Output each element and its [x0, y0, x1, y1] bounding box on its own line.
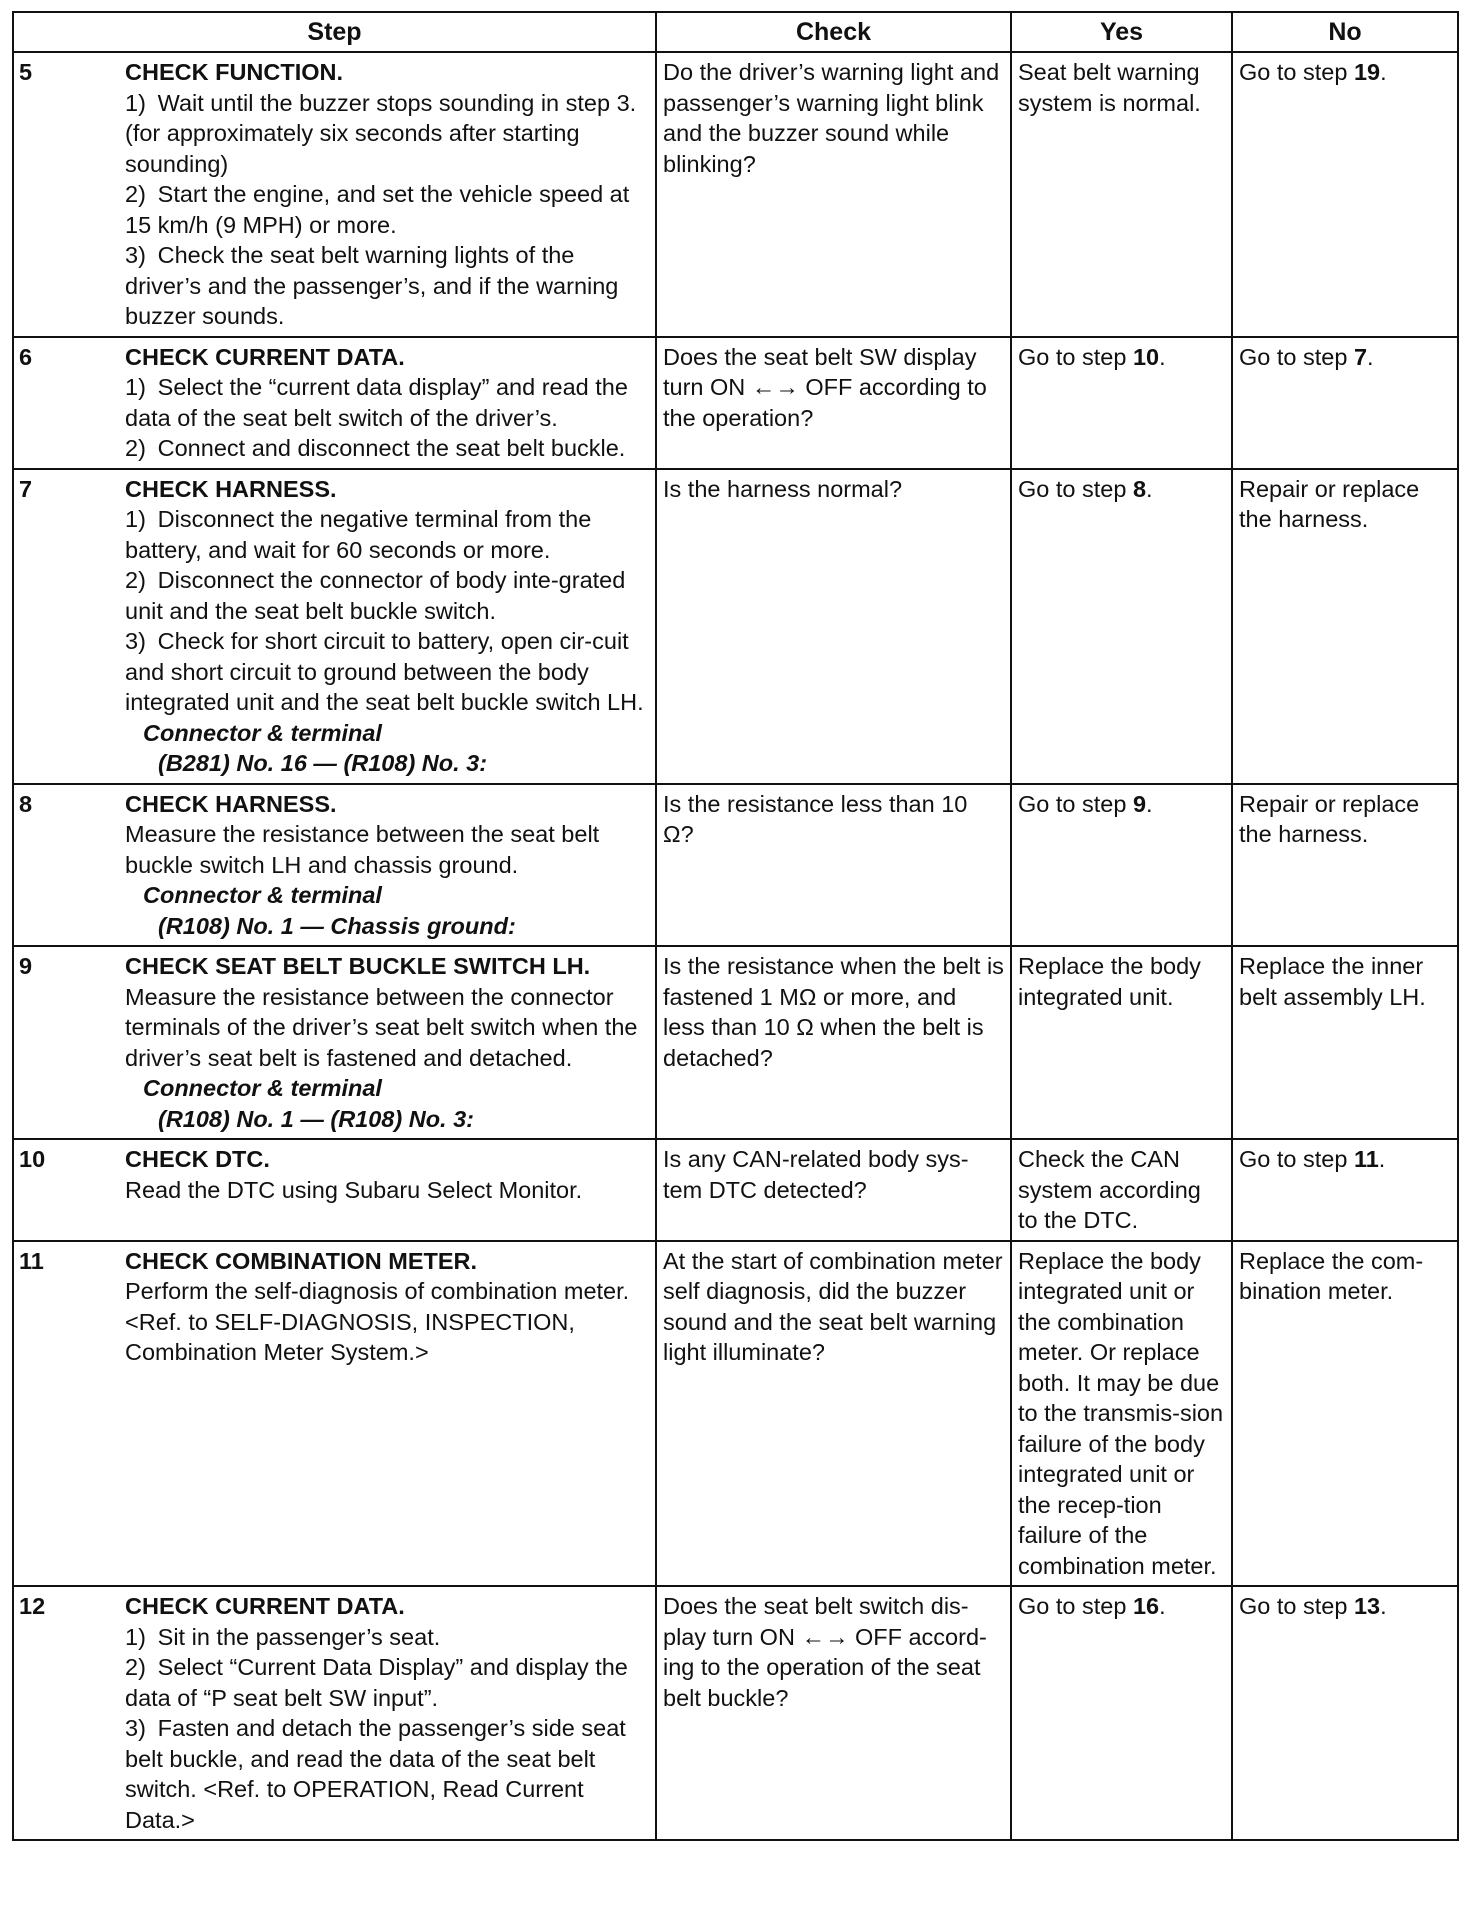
yes-suffix: .: [1159, 1593, 1166, 1619]
step-instruction: 3) Check the seat belt warning lights of the driver’s and the passenger’s, and if the warning buzzer sounds.: [125, 242, 619, 329]
no-text: Go to step: [1239, 59, 1354, 85]
step-instruction: Perform the self-diagnosis of combination meter. <Ref. to SELF-DIAGNOSIS, INSPECTION, Combination Meter System.>: [125, 1278, 630, 1365]
yes-text: Go to step: [1018, 343, 1133, 370]
yes-cell: [1011, 1586, 1232, 1840]
header-check: Check: [656, 12, 1011, 52]
no-text: Repair or replace the harness.: [1239, 475, 1420, 532]
step-description: [125, 784, 656, 947]
no-cell: [1232, 1241, 1458, 1587]
step-description: [125, 337, 656, 469]
yes-text: Go to step: [1018, 790, 1133, 817]
step-number: 7: [13, 469, 125, 784]
no-suffix: .: [1378, 1146, 1386, 1172]
step-instruction: 1) Disconnect the negative terminal from the battery, and wait for 60 seconds or more.: [125, 506, 592, 563]
step-instruction: 1) Sit in the passenger’s seat.: [125, 1623, 441, 1650]
step-instruction: 3) Fasten and detach the passenger’s side seat belt buckle, and read the data of the seat belt switch. <Ref. to OPERATION, Read Current Data.>: [125, 1715, 626, 1833]
no-suffix: .: [1367, 343, 1374, 370]
step-number: 6: [13, 337, 125, 469]
yes-suffix: .: [1146, 475, 1153, 502]
yes-cell: [1011, 52, 1232, 337]
step-reference: 11: [1353, 1146, 1379, 1172]
table-row: [13, 784, 1458, 947]
table-row: [13, 52, 1458, 337]
no-text: Replace the inner belt assembly LH.: [1239, 953, 1426, 1010]
step-title: CHECK DTC.: [125, 1146, 270, 1172]
no-cell: [1232, 469, 1458, 784]
step-instruction: 2) Select “Current Data Display” and display the data of “P seat belt SW input”.: [125, 1654, 628, 1711]
no-text: Repair or replace the harness.: [1239, 790, 1420, 847]
no-cell: [1232, 1139, 1458, 1241]
yes-text: Go to step: [1018, 475, 1133, 502]
connector-label: Connector & terminal: [143, 882, 382, 908]
step-lines: [125, 88, 649, 332]
header-step: Step: [13, 12, 656, 52]
step-number: 11: [13, 1241, 125, 1587]
step-instruction: 1) Wait until the buzzer stops sounding in step 3. (for approximately six seconds after starting sounding): [125, 89, 637, 177]
header-no: No: [1232, 12, 1458, 52]
step-number: 8: [13, 784, 125, 947]
step-number: 5: [13, 52, 125, 337]
yes-suffix: .: [1159, 343, 1166, 370]
no-cell: [1232, 784, 1458, 947]
step-description: [125, 1139, 656, 1241]
step-lines: [125, 982, 649, 1074]
header-row: [13, 12, 1458, 52]
table-row: [13, 469, 1458, 784]
check-cell: Does the seat belt SW display turn ON ←→ OFF according to the operation?: [656, 337, 1011, 469]
step-description: [125, 52, 656, 337]
no-cell: [1232, 52, 1458, 337]
step-reference: 9: [1132, 790, 1147, 817]
yes-text: Go to step: [1018, 1593, 1133, 1619]
connector-terminal: (R108) No. 1 — Chassis ground:: [158, 912, 516, 939]
step-title: CHECK SEAT BELT BUCKLE SWITCH LH.: [125, 953, 591, 979]
step-title: CHECK CURRENT DATA.: [125, 343, 405, 370]
step-title: CHECK COMBINATION METER.: [125, 1247, 478, 1274]
step-reference: 10: [1132, 343, 1160, 370]
step-reference: 8: [1132, 475, 1147, 502]
no-cell: [1232, 1586, 1458, 1840]
step-description: [125, 1586, 656, 1840]
no-text: Go to step: [1239, 1146, 1354, 1172]
no-suffix: .: [1380, 59, 1387, 85]
step-lines: [125, 372, 649, 464]
step-instruction: Measure the resistance between the seat belt buckle switch LH and chassis ground.: [125, 821, 600, 878]
table-row: [13, 337, 1458, 469]
step-title: CHECK HARNESS.: [125, 475, 337, 502]
step-number: 9: [13, 946, 125, 1139]
yes-cell: [1011, 1139, 1232, 1241]
step-description: [125, 469, 656, 784]
step-reference: 13: [1353, 1593, 1381, 1619]
step-reference: 7: [1353, 343, 1368, 370]
step-instruction: 3) Check for short circuit to battery, open cir-cuit and short circuit to ground between the body integrated unit and the seat belt buckle switch LH.: [125, 628, 644, 715]
no-text: Go to step: [1239, 1593, 1354, 1619]
no-suffix: .: [1380, 1593, 1387, 1619]
table-row: [13, 1586, 1458, 1840]
check-cell: Is any CAN-related body sys-tem DTC detected?: [656, 1139, 1011, 1241]
step-lines: [125, 819, 649, 880]
diagnostic-table: [12, 11, 1459, 1841]
yes-text: Replace the body integrated unit.: [1018, 953, 1201, 1010]
step-lines: [125, 1276, 649, 1368]
header-yes: Yes: [1011, 12, 1232, 52]
connector-label: Connector & terminal: [143, 1075, 382, 1101]
yes-text: Seat belt warning system is normal.: [1018, 59, 1201, 116]
step-instruction: Read the DTC using Subaru Select Monitor.: [125, 1176, 583, 1203]
step-description: [125, 1241, 656, 1587]
yes-cell: [1011, 469, 1232, 784]
check-cell: Is the resistance when the belt is fastened 1 MΩ or more, and less than 10 Ω when the belt is detached?: [656, 946, 1011, 1139]
connector-terminal: (R108) No. 1 — (R108) No. 3:: [158, 1105, 475, 1132]
table-row: [13, 1241, 1458, 1587]
yes-text: Check the CAN system according to the DTC.: [1018, 1146, 1201, 1233]
step-lines: [125, 1175, 649, 1206]
check-cell: Is the harness normal?: [656, 469, 1011, 784]
step-instruction: 2) Connect and disconnect the seat belt buckle.: [125, 435, 626, 461]
table-row: [13, 946, 1458, 1139]
step-instruction: 1) Select the “current data display” and read the data of the seat belt switch of the driver’s.: [125, 374, 628, 431]
step-lines: [125, 1622, 649, 1836]
yes-text: Replace the body integrated unit or the combination meter. Or replace both. It may be due to the transmis-sion failure of the body integrated unit or the recep-tion failure of the combination meter.: [1018, 1247, 1224, 1579]
step-instruction: 2) Start the engine, and set the vehicle speed at 15 km/h (9 MPH) or more.: [125, 181, 630, 238]
step-title: CHECK CURRENT DATA.: [125, 1593, 405, 1619]
step-instruction: 2) Disconnect the connector of body inte-grated unit and the seat belt buckle switch.: [125, 567, 626, 624]
check-cell: Does the seat belt switch dis-play turn ON ←→ OFF accord-ing to the operation of the seat belt buckle?: [656, 1586, 1011, 1840]
no-cell: [1232, 946, 1458, 1139]
table-row: [13, 1139, 1458, 1241]
yes-cell: [1011, 337, 1232, 469]
yes-cell: [1011, 1241, 1232, 1587]
check-cell: Is the resistance less than 10 Ω?: [656, 784, 1011, 947]
step-title: CHECK FUNCTION.: [125, 59, 344, 85]
no-text: Replace the com-bination meter.: [1239, 1247, 1424, 1304]
check-cell: At the start of combination meter self diagnosis, did the buzzer sound and the seat belt warning light illuminate?: [656, 1241, 1011, 1587]
step-reference: 16: [1132, 1593, 1160, 1619]
step-title: CHECK HARNESS.: [125, 790, 337, 817]
yes-cell: [1011, 784, 1232, 947]
no-text: Go to step: [1239, 343, 1354, 370]
connector-terminal: (B281) No. 16 — (R108) No. 3:: [158, 750, 488, 776]
step-lines: [125, 504, 649, 718]
yes-suffix: .: [1146, 790, 1153, 817]
yes-cell: [1011, 946, 1232, 1139]
step-reference: 19: [1353, 59, 1381, 85]
step-description: [125, 946, 656, 1139]
connector-label: Connector & terminal: [143, 719, 382, 746]
step-number: 10: [13, 1139, 125, 1241]
check-cell: Do the driver’s warning light and passenger’s warning light blink and the buzzer sound while blinking?: [656, 52, 1011, 337]
no-cell: [1232, 337, 1458, 469]
step-number: 12: [13, 1586, 125, 1840]
step-instruction: Measure the resistance between the connector terminals of the driver’s seat belt switch when the driver’s seat belt is fastened and detached.: [125, 983, 638, 1071]
